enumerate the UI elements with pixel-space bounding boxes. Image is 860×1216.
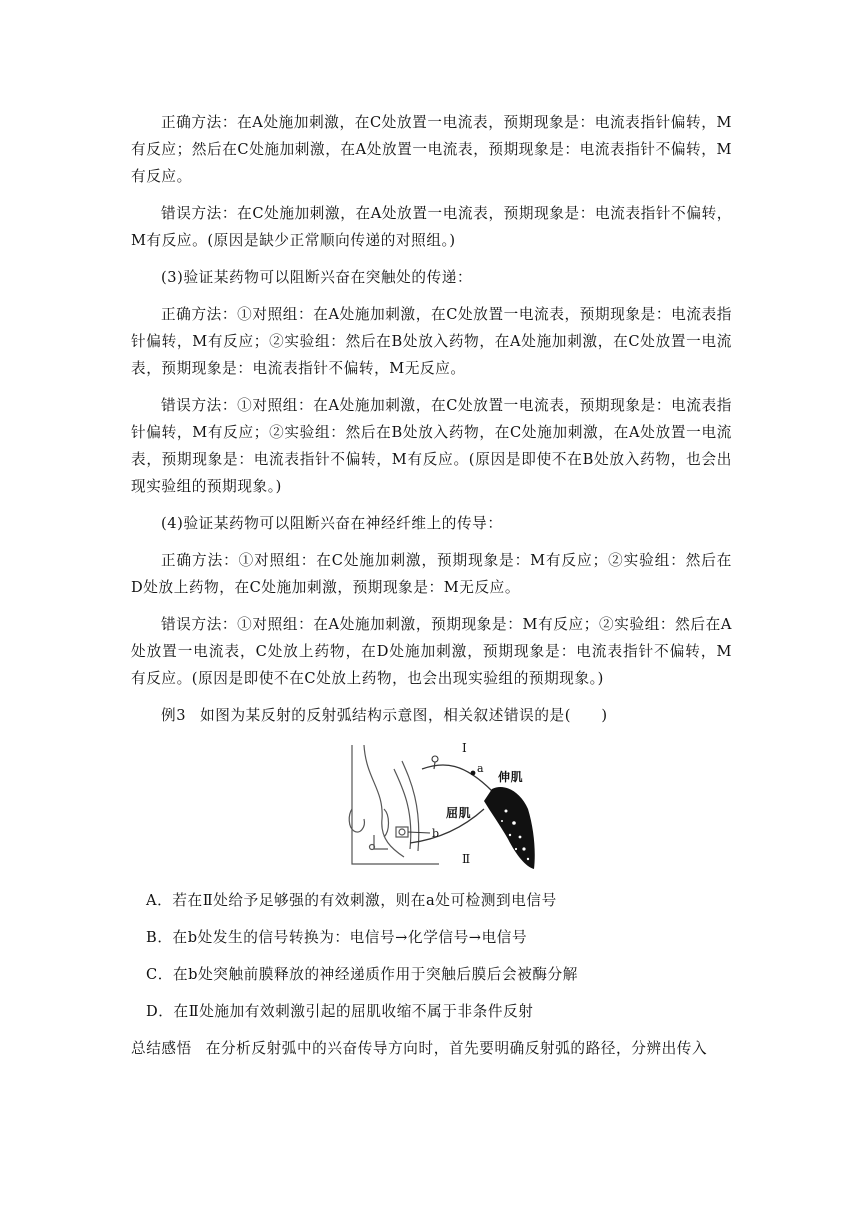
example-question-text: 如图为某反射的反射弧结构示意图，相关叙述错误的是( ) <box>200 707 608 724</box>
label-flexor: 屈肌 <box>446 806 472 820</box>
reflex-arc-diagram <box>344 739 544 877</box>
label-II: Ⅱ <box>462 852 471 866</box>
spinal-cord-outline <box>349 745 439 864</box>
example-question <box>131 702 732 729</box>
label-b: b <box>432 827 440 840</box>
option-d: D．在Ⅱ处施加有效刺激引起的屈肌收缩不属于非条件反射 <box>146 1003 534 1020</box>
ganglion <box>432 756 438 762</box>
option-a: A．若在Ⅱ处给予足够强的有效刺激，则在a处可检测到电信号 <box>146 892 557 909</box>
reflex-arc-figure <box>131 739 732 877</box>
paragraph-heading-3: (3)验证某药物可以阻断兴奋在突触处的传递： <box>161 269 473 286</box>
paragraph-correct-method-4: 正确方法：①对照组：在C处施加刺激，预期现象是：M有反应；②实验组：然后在D处放上药物，在C处施加刺激，预期现象是：M无反应。 <box>131 552 732 596</box>
muscle-shape <box>484 787 535 869</box>
paragraph-wrong-method-4: 错误方法：①对照组：在A处施加刺激，预期现象是：M有反应；②实验组：然后在A处放置一电流表，C处放上药物，在D处施加刺激，预期现象是：电流表指针不偏转，M有反应。(原因是即使不在C处放上药物，也会出现实验组的预期现象。) <box>131 616 732 687</box>
document-body <box>131 109 732 1072</box>
point-a <box>471 771 476 776</box>
option-b: B．在b处发生的信号转换为：电信号→化学信号→电信号 <box>146 929 528 946</box>
summary-label: 总结感悟 <box>131 1040 192 1057</box>
label-I: Ⅰ <box>462 741 468 755</box>
label-extensor: 伸肌 <box>498 770 524 784</box>
paragraph-correct-method-3: 正确方法：①对照组：在A处施加刺激，在C处放置一电流表，预期现象是：电流表指针偏转，M有反应；②实验组：然后在B处放入药物，在A处施加刺激，在C处放置一电流表，预期现象是：电流表指针不偏转，M无反应。 <box>131 306 732 377</box>
summary-paragraph <box>131 1035 732 1062</box>
option-c: C．在b处突触前膜释放的神经递质作用于突触后膜后会被酶分解 <box>146 966 578 983</box>
label-a: a <box>477 762 485 775</box>
paragraph-wrong-method-3: 错误方法：①对照组：在A处施加刺激，在C处放置一电流表，预期现象是：电流表指针偏转，M有反应；②实验组：然后在B处放入药物，在C处施加刺激，在A处放置一电流表，预期现象是：电流表指针不偏转，M有反应。(原因是即使不在B处放入药物，也会出现实验组的预期现象。) <box>131 397 732 495</box>
summary-text: 在分析反射弧中的兴奋传导方向时，首先要明确反射弧的路径，分辨出传入 <box>205 1040 708 1057</box>
example-label: 例3 <box>161 707 187 724</box>
paragraph-wrong-method-1: 错误方法：在C处施加刺激，在A处放置一电流表，预期现象是：电流表指针不偏转，M有反应。(原因是缺少正常顺向传递的对照组。) <box>131 205 732 249</box>
paragraph-correct-method-1: 正确方法：在A处施加刺激，在C处放置一电流表，预期现象是：电流表指针偏转，M有反应；然后在C处施加刺激，在A处放置一电流表，预期现象是：电流表指针不偏转，M有反应。 <box>131 114 732 185</box>
paragraph-heading-4: (4)验证某药物可以阻断兴奋在神经纤维上的传导： <box>161 515 503 532</box>
